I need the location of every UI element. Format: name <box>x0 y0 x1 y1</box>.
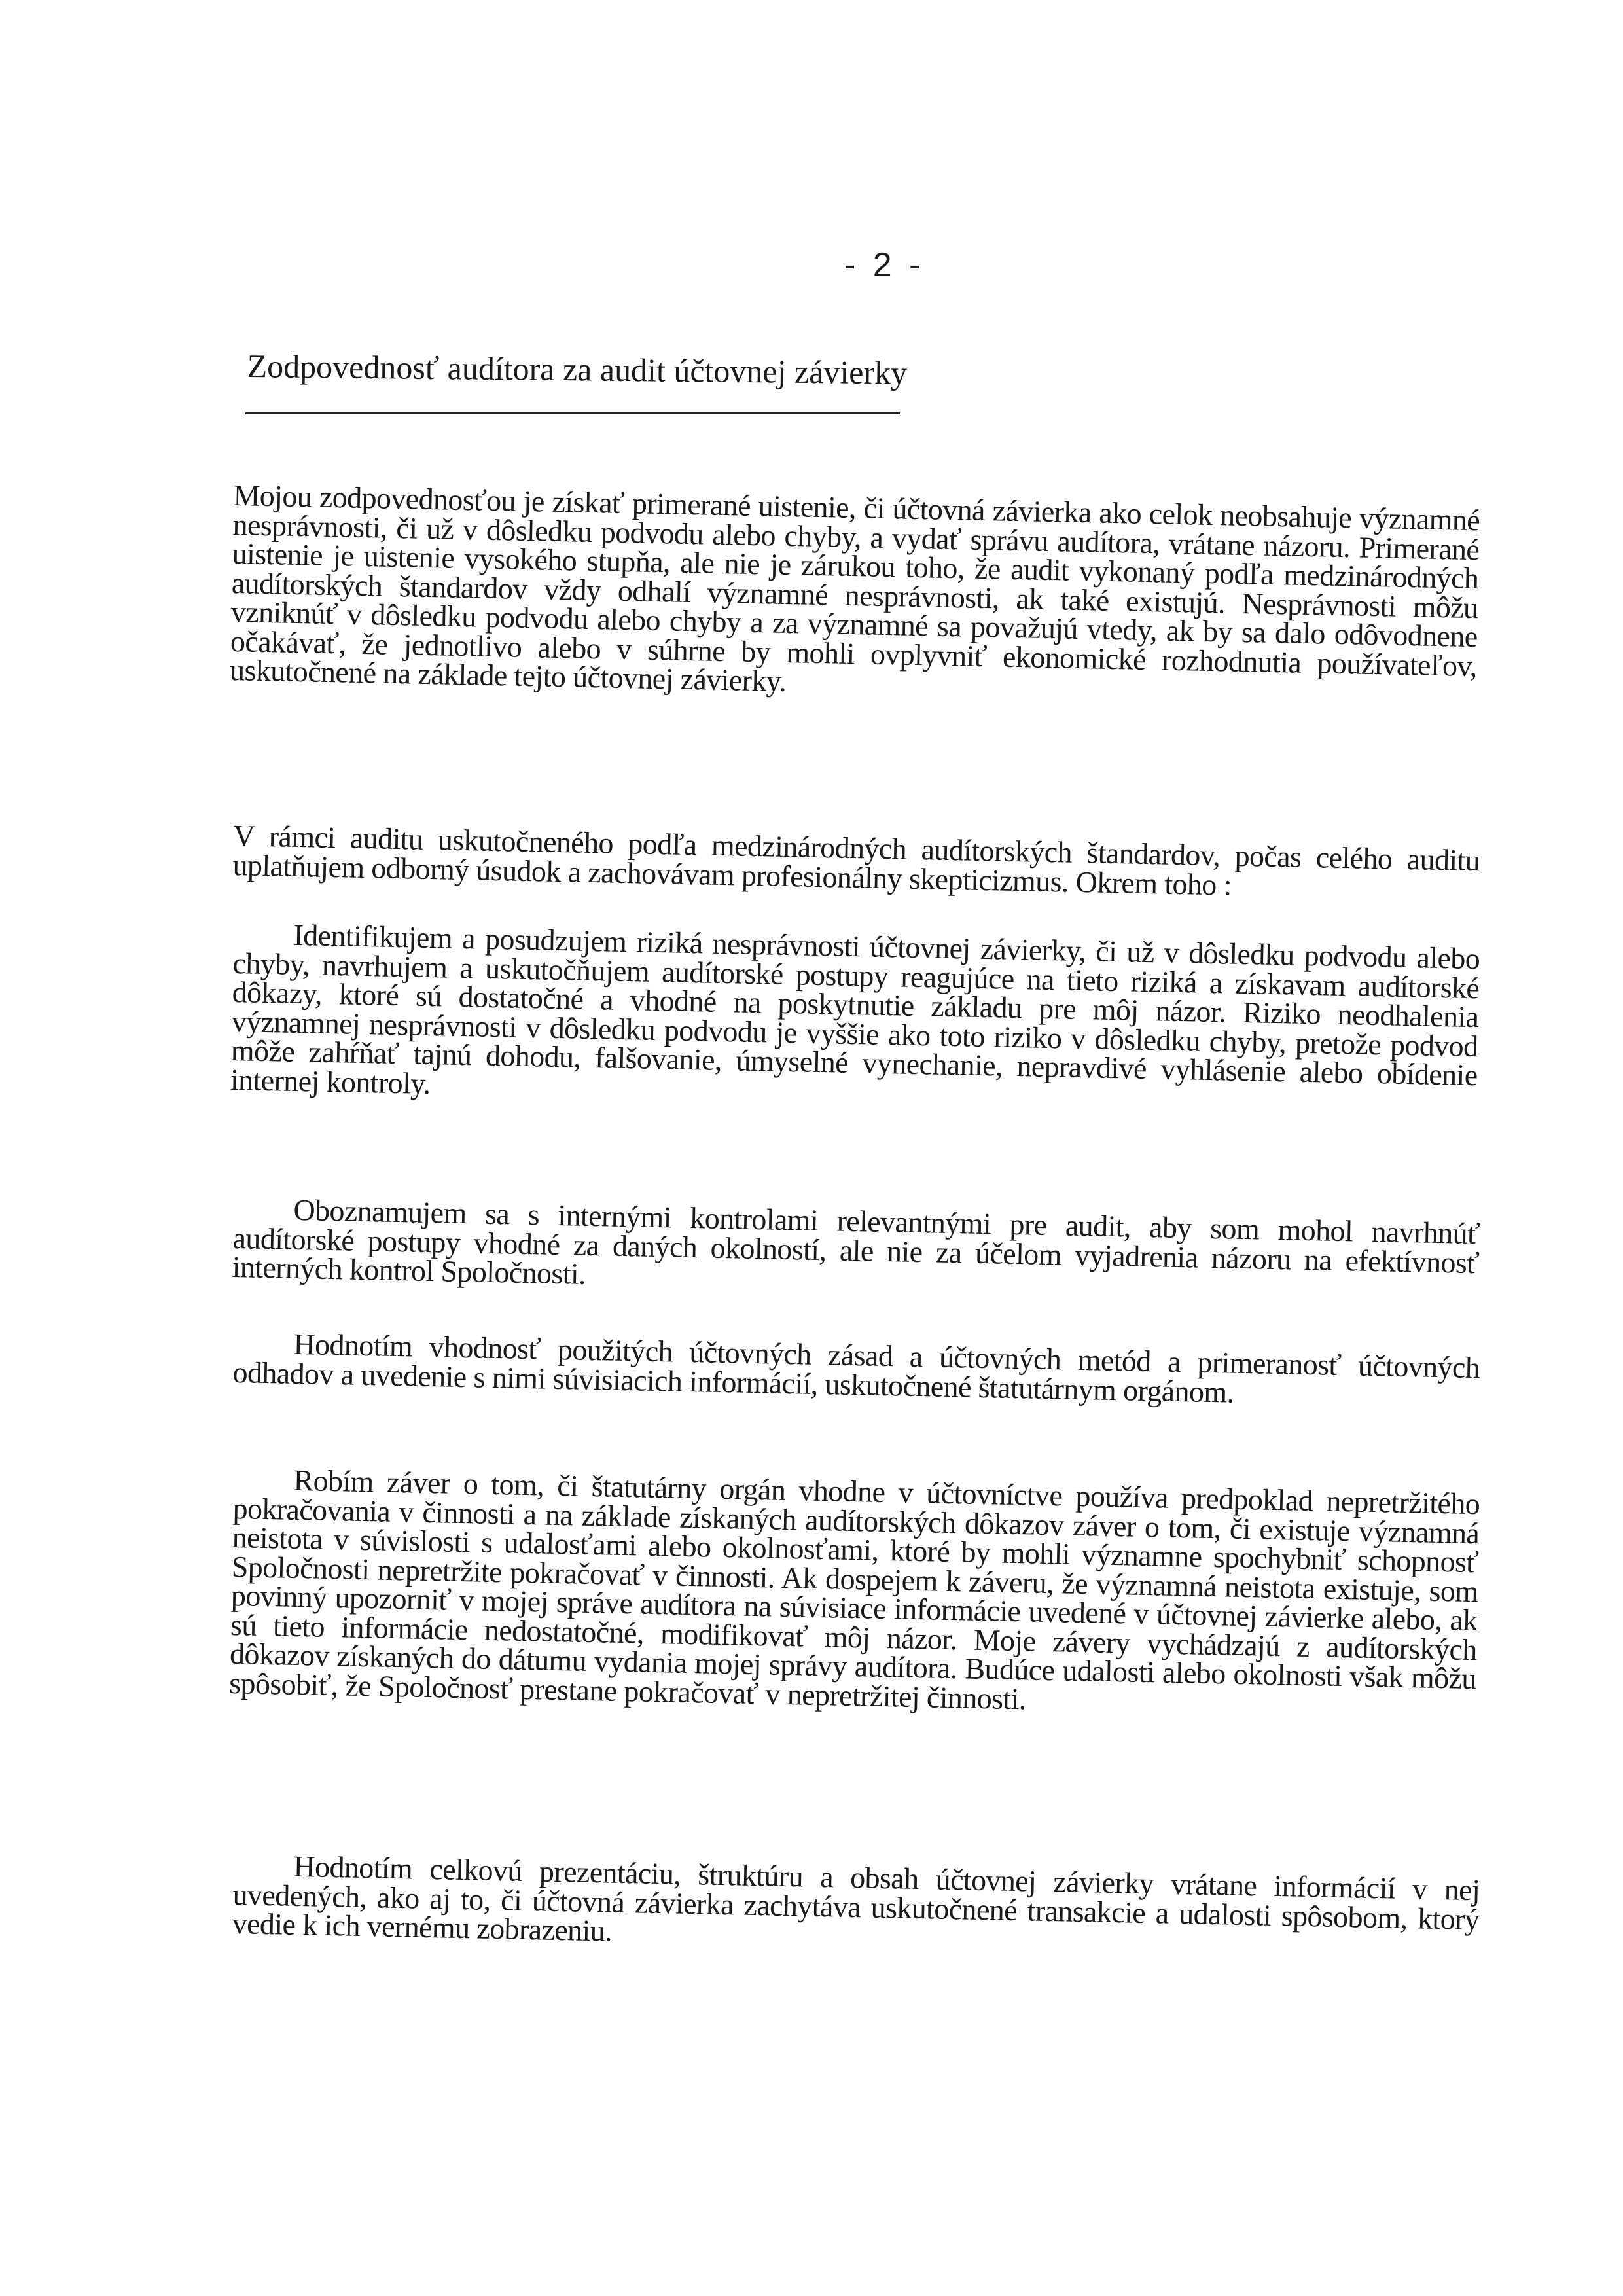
paragraph-responsibility: Mojou zodpovednosťou je získať primerané uistenie, či účtovná závierka ako celok neobsahuje významné nesprávnosti, či už v dôsledku podvodu alebo chyby, a vydať správu audítora, vrátane názoru. Primerané uistenie je uistenie vysokého stupňa, ale nie je zárukou toho, že audit vykonaný podľa medzinárodných audítorských štandardov vždy odhalí významné nesprávnosti, ak také existujú. Nesprávnosti môžu vzniknúť v dôsledku podvodu alebo chyby a za významné sa považujú vtedy, ak by sa dalo odôvodnene očakávať, že jednotlivo alebo v súhrne by mohli ovplyvniť ekonomické rozhodnutia používateľov, uskutočnené na základe tejto účtovnej závierky. <box>229 478 1480 698</box>
page-number: - 2 - <box>844 246 925 284</box>
section-heading: Zodpovednosť audítora za audit účtovnej závierky <box>247 347 908 391</box>
paragraph-going-concern: Robím záver o tom, či štatutárny orgán vhodne v účtovníctve používa predpoklad nepretržitého pokračovania v činnosti a na základe získaných audítorských dôkazov záver o tom, či existuje významná neistota v súvislosti s udalosťami alebo okolnosťami, ktoré by mohli významne spochybniť schopnosť Spoločnosti nepretržite pokračovať v činnosti. Ak dospejem k záveru, že významná neistota existuje, som povinný upozorniť v mojej správe audítora na súvisiace informácie uvedené v účtovnej závierke alebo, ak sú tieto informácie nedostatočné, modifikovať môj názor. Moje závery vychádzajú z audítorských dôkazov získaných do dátumu vydania mojej správy audítora. Budúce udalosti alebo okolnosti však môžu spôsobiť, že Spoločnosť prestane pokračovať v nepretržitej činnosti. <box>228 1463 1480 1715</box>
paragraph-risk-identification: Identifikujem a posudzujem riziká nesprávnosti účtovnej závierky, či už v dôsledku podvodu alebo chyby, navrhujem a uskutočňujem audítorské postupy reagujúce na tieto riziká a získavam audítorské dôkazy, ktoré sú dostatočné a vhodné na poskytnutie základu pre môj názor. Riziko neodhalenia významnej nesprávnosti v dôsledku podvodu je vyššie ako toto riziko v dôsledku chyby, pretože podvod môže zahŕňať tajnú dohodu, falšovanie, úmyselné vynechanie, nepravdivé vyhlásenie alebo obídenie internej kontroly. <box>230 918 1480 1100</box>
paragraph-audit-scope: V rámci auditu uskutočneného podľa medzinárodných audítorských štandardov, počas celého auditu uplatňujem odborný úsudok a zachovávam profesionálny skepticizmus. Okrem toho : <box>232 819 1480 902</box>
paragraph-presentation: Hodnotím celkovú prezentáciu, štruktúru a obsah účtovnej závierky vrátane informácií v nej uvedených, ako aj to, či účtovná závierka zachytáva uskutočnené transakcie a udalosti spôsobom, ktorý vedie k ich vernému zobrazeniu. <box>232 1849 1480 1948</box>
heading-underline <box>245 412 900 414</box>
paragraph-accounting-policies: Hodnotím vhodnosť použitých účtovných zásad a účtovných metód a primeranosť účtovných odhadov a uvedenie s nimi súvisiacich informácií, uskutočnené štatutárnym orgánom. <box>232 1327 1480 1409</box>
paragraph-internal-controls: Oboznamujem sa s internými kontrolami relevantnými pre audit, aby som mohol navrhnúť audítorské postupy vhodné za daných okolností, ale nie za účelom vyjadrenia názoru na efektívnosť interných kontrol Spoločnosti. <box>232 1193 1480 1291</box>
